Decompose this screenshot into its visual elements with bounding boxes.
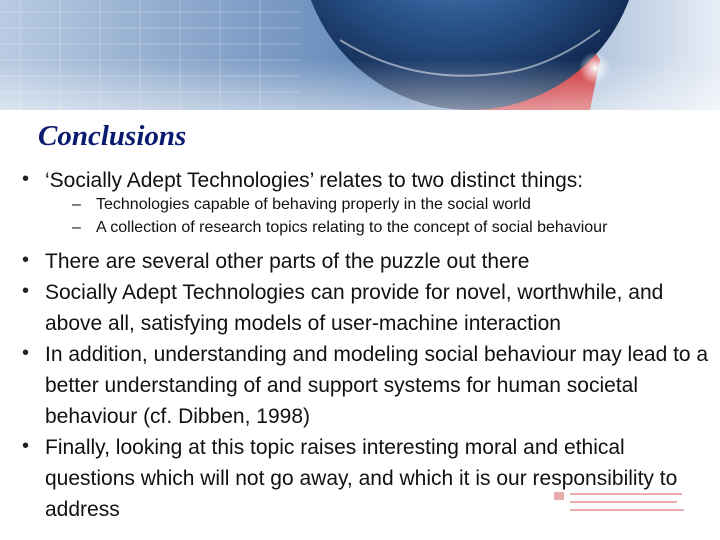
bullet-text: In addition, understanding and modeling social behaviour may lead to a better understanding of and support systems for human societal behaviour (cf. Dibben, 1998) [45, 343, 709, 428]
subbullet-text: Technologies capable of behaving properly in the social world [96, 196, 531, 213]
bullet-icon: • [22, 342, 30, 364]
dash-icon: – [72, 219, 81, 236]
bullet-icon: • [22, 249, 30, 271]
bullet-text: Socially Adept Technologies can provide for novel, worthwhile, and above all, satisfying models of user-machine interaction [45, 281, 664, 335]
subbullet-item-2 [72, 217, 607, 239]
bullet-text: ‘Socially Adept Technologies’ relates to two distinct things: [45, 169, 584, 192]
slide-title: Conclusions [38, 120, 187, 152]
bullet-text: There are several other parts of the puzzle out there [45, 250, 530, 273]
bullet-item-1 [22, 165, 712, 196]
bullet-text: Finally, looking at this topic raises interesting moral and ethical questions which will not go away, and which it is our responsibility to address [45, 436, 678, 521]
bullet-icon: • [22, 435, 30, 457]
subbullet-item-1 [72, 194, 531, 216]
dash-icon: – [72, 196, 81, 213]
bullet-item-4 [22, 339, 712, 432]
subbullet-text: A collection of research topics relating to the concept of social behaviour [96, 219, 608, 236]
pict-placeholder-icon [552, 488, 692, 518]
bullet-item-2 [22, 246, 712, 277]
bullet-icon: • [22, 280, 30, 302]
bullet-item-3 [22, 277, 712, 339]
bullet-icon: • [22, 168, 30, 190]
